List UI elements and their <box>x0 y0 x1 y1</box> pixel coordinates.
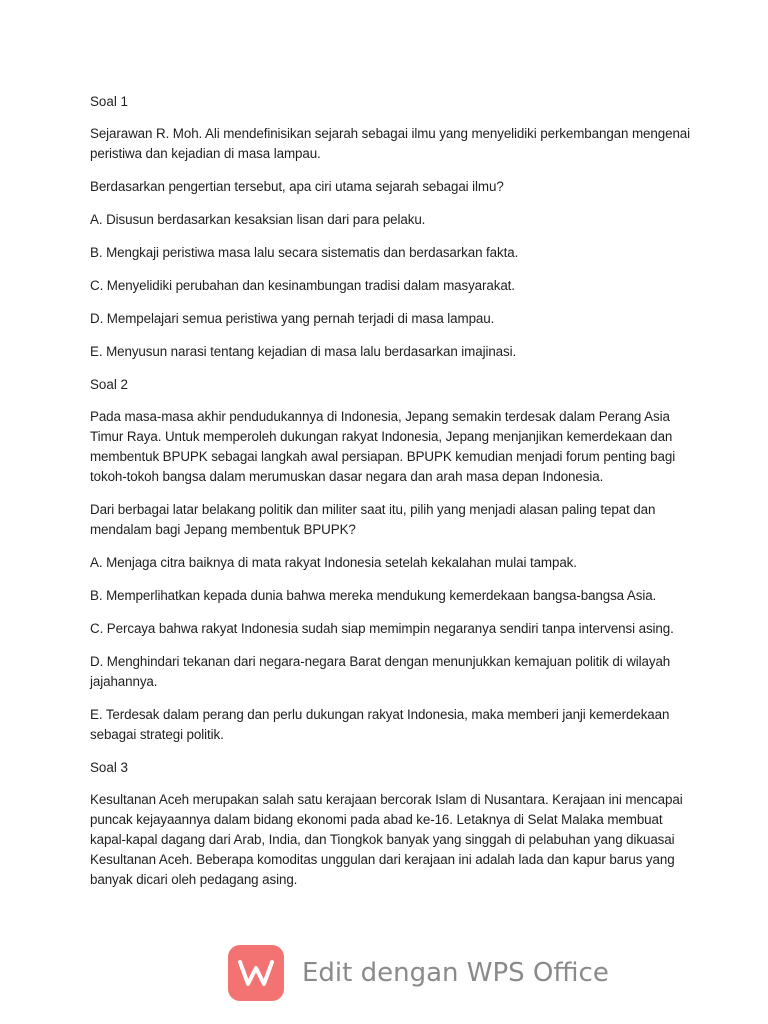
soal-1-question: Berdasarkan pengertian tersebut, apa ciri utama sejarah sebagai ilmu? <box>90 179 504 194</box>
soal-2-stimulus: Pada masa-masa akhir pendudukannya di Indonesia, Jepang semakin terdesak dalam Perang Asia Timur Raya. Untuk memperoleh dukungan rakyat Indonesia, Jepang menjanjikan kemerdekaan dan membentuk BPUPK sebagai langkah awal persiapan. BPUPK kemudian menjadi forum penting bagi tokoh-tokoh bangsa dalam merumuskan dasar negara dan arah masa depan Indonesia. <box>90 409 676 484</box>
document-page <box>90 92 690 903</box>
soal-1-option-e: E. Menyusun narasi tentang kejadian di masa lalu berdasarkan imajinasi. <box>90 344 517 359</box>
soal-1-option-b: B. Mengkaji peristiwa masa lalu secara sistematis dan berdasarkan fakta. <box>90 245 519 260</box>
soal-1-stimulus: Sejarawan R. Moh. Ali mendefinisikan sejarah sebagai ilmu yang menyelidiki perkembangan mengenai peristiwa dan kejadian di masa lampau. <box>90 126 691 161</box>
wps-edit-label[interactable]: Edit dengan WPS Office <box>302 958 609 988</box>
soal-2-option-c: C. Percaya bahwa rakyat Indonesia sudah siap memimpin negaranya sendiri tanpa intervensi asing. <box>90 621 674 636</box>
soal-1-option-d: D. Mempelajari semua peristiwa yang pernah terjadi di masa lampau. <box>90 311 495 326</box>
soal-2-option-e: E. Terdesak dalam perang dan perlu dukungan rakyat Indonesia, maka memberi janji kemerdekaan sebagai strategi politik. <box>90 707 670 742</box>
soal-3-title: Soal 3 <box>90 760 128 775</box>
soal-3-stimulus: Kesultanan Aceh merupakan salah satu kerajaan bercorak Islam di Nusantara. Kerajaan ini mencapai puncak kejayaannya dalam bidang ekonomi pada abad ke-16. Letaknya di Selat Malaka membuat kapal-kapal dagang dari Arab, India, dan Tiongkok banyak yang singgah di pelabuhan yang dikuasai Kesultanan Aceh. Beberapa komoditas unggulan dari kerajaan ini adalah lada dan kapur barus yang banyak dicari oleh pedagang asing. <box>90 792 683 887</box>
soal-1-option-a: A. Disusun berdasarkan kesaksian lisan dari para pelaku. <box>90 212 426 227</box>
soal-1-option-c: C. Menyelidiki perubahan dan kesinambungan tradisi dalam masyarakat. <box>90 278 515 293</box>
wps-edit-banner[interactable] <box>228 944 628 1002</box>
soal-2-question: Dari berbagai latar belakang politik dan militer saat itu, pilih yang menjadi alasan paling tepat dan mendalam bagi Jepang membentuk BPUPK? <box>90 502 656 537</box>
soal-2-title: Soal 2 <box>90 377 128 392</box>
soal-2-option-d: D. Menghindari tekanan dari negara-negara Barat dengan menunjukkan kemajuan politik di wilayah jajahannya. <box>90 654 671 689</box>
soal-1-title: Soal 1 <box>90 94 128 109</box>
soal-2-option-b: B. Memperlihatkan kepada dunia bahwa mereka mendukung kemerdekaan bangsa-bangsa Asia. <box>90 588 657 603</box>
wps-logo-icon[interactable] <box>228 945 284 1001</box>
soal-2-option-a: A. Menjaga citra baiknya di mata rakyat Indonesia setelah kekalahan mulai tampak. <box>90 555 577 570</box>
